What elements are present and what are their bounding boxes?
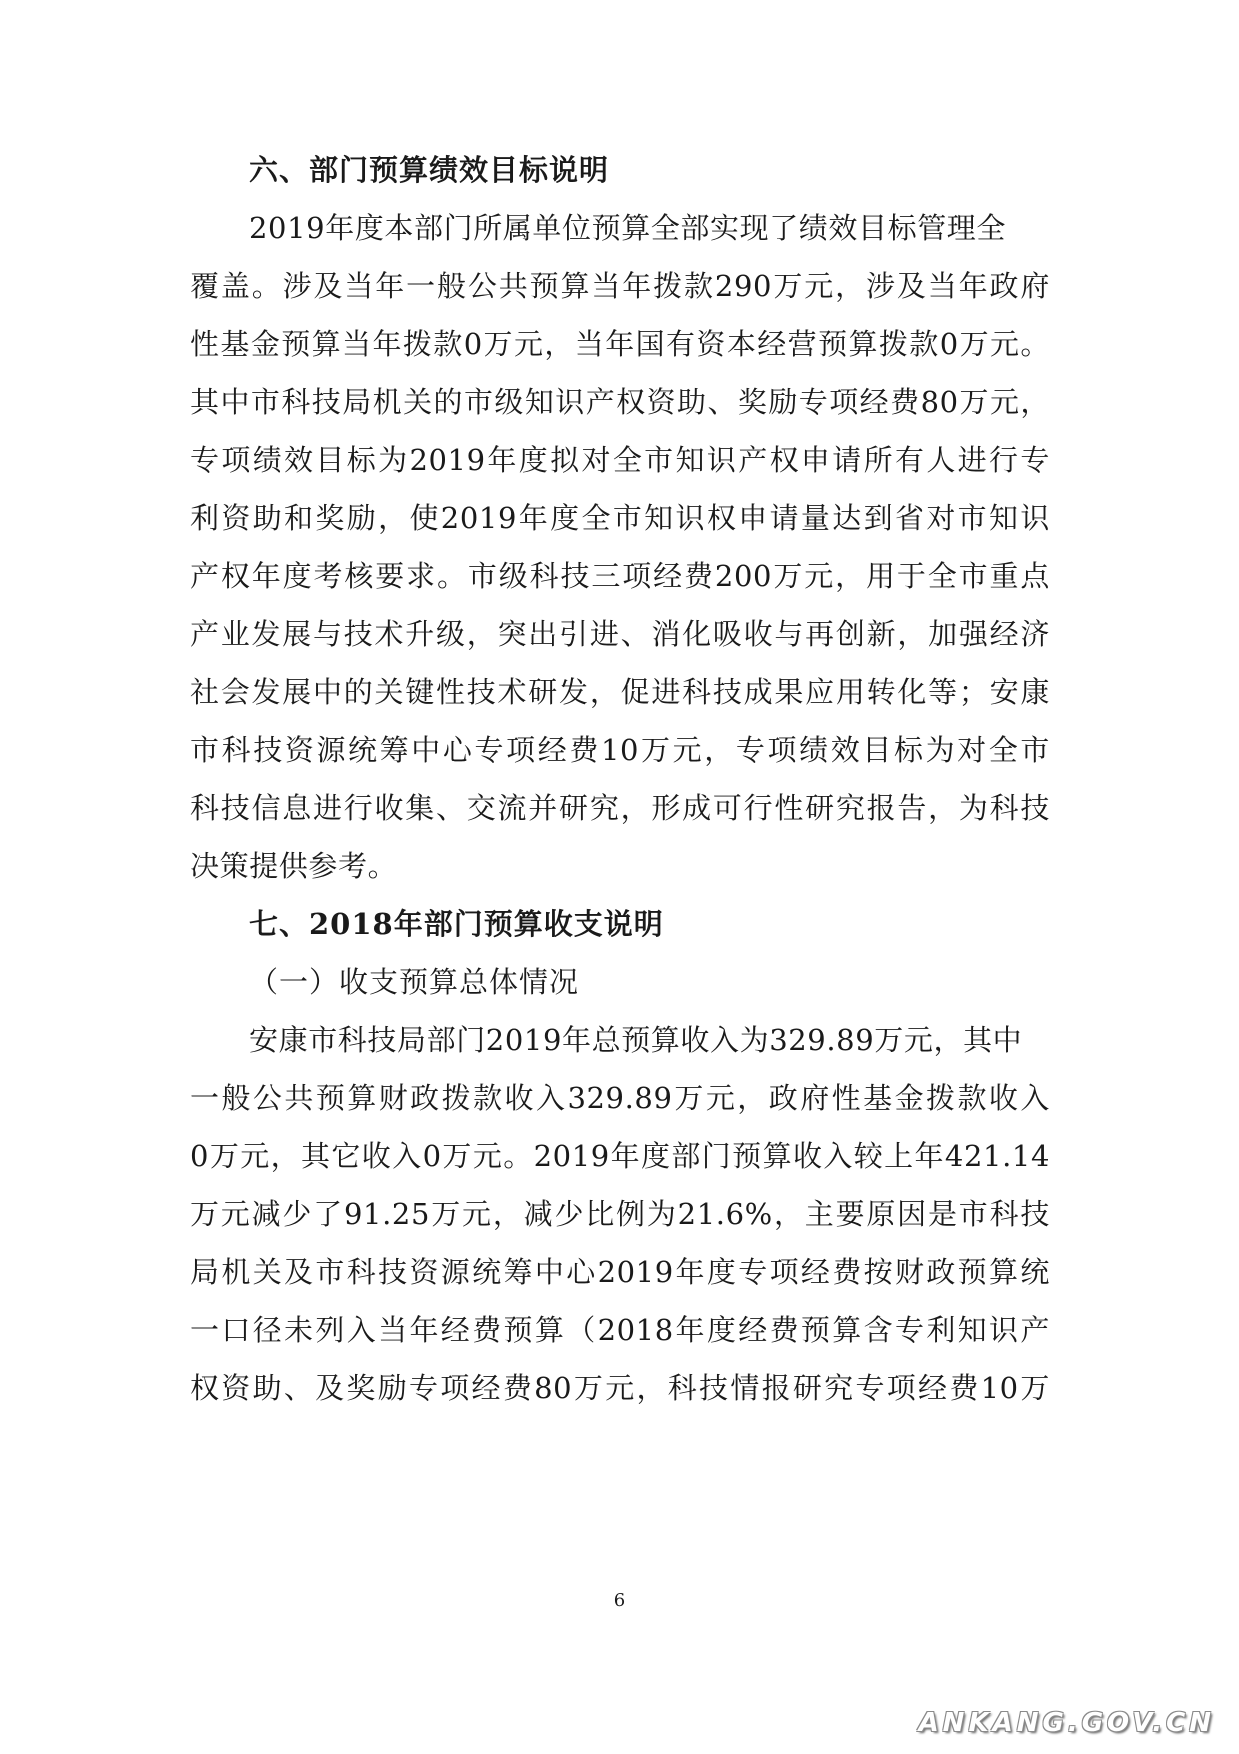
- section-7-subheading: （一）收支预算总体情况: [249, 965, 580, 999]
- paragraph-line: 市科技资源统筹中心专项经费10万元，专项绩效目标为对全市: [190, 733, 1050, 767]
- paragraph-line: 2019年度本部门所属单位预算全部实现了绩效目标管理全: [249, 211, 1007, 245]
- paragraph-line: 社会发展中的关键性技术研发，促进科技成果应用转化等；安康: [190, 675, 1050, 709]
- page-number: 6: [613, 1590, 626, 1611]
- paragraph-line: 专项绩效目标为2019年度拟对全市知识产权申请所有人进行专: [190, 443, 1050, 477]
- paragraph-line: 万元减少了91.25万元，减少比例为21.6%，主要原因是市科技: [190, 1197, 1050, 1231]
- paragraph-line: 产业发展与技术升级，突出引进、消化吸收与再创新，加强经济: [190, 617, 1050, 651]
- paragraph-line: 科技信息进行收集、交流并研究，形成可行性研究报告，为科技: [190, 791, 1050, 825]
- paragraph-line: 性基金预算当年拨款0万元，当年国有资本经营预算拨款0万元。: [190, 327, 1050, 361]
- paragraph-line: 产权年度考核要求。市级科技三项经费200万元，用于全市重点: [190, 559, 1050, 593]
- paragraph-line: 一般公共预算财政拨款收入329.89万元，政府性基金拨款收入: [190, 1081, 1050, 1115]
- paragraph-line: 其中市科技局机关的市级知识产权资助、奖励专项经费80万元，: [190, 385, 1050, 419]
- paragraph-line: 决策提供参考。: [190, 849, 398, 883]
- paragraph-line: 权资助、及奖励专项经费80万元，科技情报研究专项经费10万: [190, 1371, 1050, 1405]
- site-watermark: ANKANG.GOV.CN: [918, 1708, 1215, 1738]
- paragraph-line: 覆盖。涉及当年一般公共预算当年拨款290万元，涉及当年政府: [190, 269, 1050, 303]
- paragraph-line: 利资助和奖励，使2019年度全市知识权申请量达到省对市知识: [190, 501, 1050, 535]
- paragraph-line: 安康市科技局部门2019年总预算收入为329.89万元，其中: [249, 1023, 1023, 1057]
- paragraph-line: 局机关及市科技资源统筹中心2019年度专项经费按财政预算统: [190, 1255, 1050, 1289]
- paragraph-line: 一口径未列入当年经费预算（2018年度经费预算含专利知识产: [190, 1313, 1050, 1347]
- paragraph-line: 0万元，其它收入0万元。2019年度部门预算收入较上年421.14: [190, 1139, 1050, 1173]
- section-6-heading: 六、部门预算绩效目标说明: [249, 153, 610, 187]
- section-7-heading: 七、2018年部门预算收支说明: [249, 907, 664, 941]
